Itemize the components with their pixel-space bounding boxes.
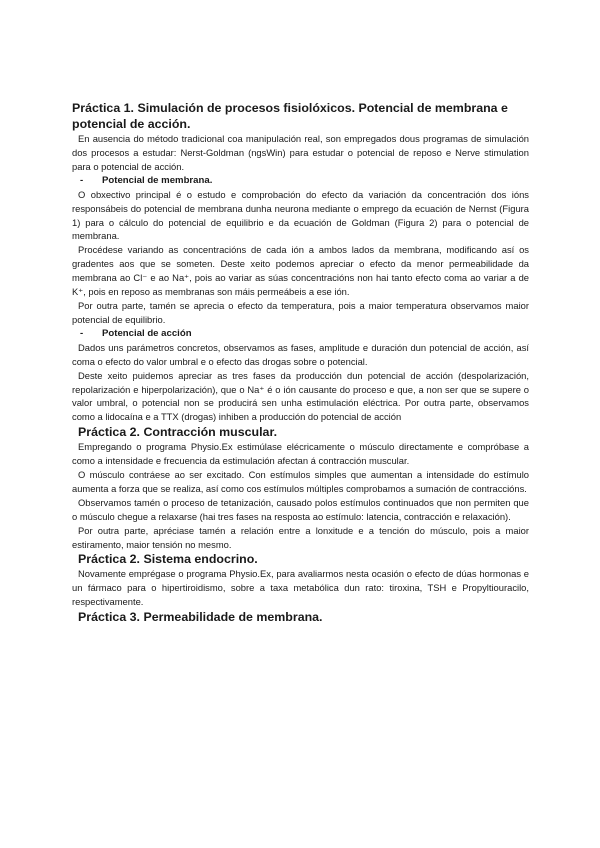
- bullet-dash: -: [80, 327, 84, 339]
- paragraph-accion-1: Dados uns parámetros concretos, observamos as fases, amplitude e duración dun potencial de acción, así coma o efecto do valor umbral e o efecto das drogas sobre o potencial.: [72, 341, 529, 367]
- heading-practica-3: Práctica 3. Permeabilidade de membrana.: [78, 610, 323, 625]
- bullet-potencial-accion: [72, 327, 529, 341]
- paragraph-contraccion-4: Por outra parte, apréciase tamén a relación entre a lonxitude e a tención do músculo, pois a maior estiramento, maior tensión no mesmo.: [72, 524, 529, 550]
- document-page: [72, 100, 529, 625]
- heading-practica-2-contraccion: Práctica 2. Contracción muscular.: [78, 425, 278, 440]
- paragraph-contraccion-2: O músculo contráese ao ser excitado. Con estímulos simples que aumentan a intensidade do estímulo aumenta a forza que se realiza, así como cos estímulos múltiples comprobamos a sumación de contraccións.: [72, 469, 529, 494]
- bullet-potencial-membrana: [72, 174, 529, 188]
- paragraph-contraccion-3: Observamos tamén o proceso de tetanización, causado polos estímulos continuados que non permiten que o músculo chegue a relaxarse (hai tres fases na resposta ao estímulo: latencia, contracción e relaxación).: [72, 496, 529, 522]
- paragraph-intro: En ausencia do método tradicional coa manipulación real, son empregados dous programas de simulación dos procesos a estudar: Nerst-Goldman (ngsWin) para estudar o potencial de reposo e Nerve stimulation para o potencial de acción.: [72, 133, 529, 172]
- paragraph-endocrino-1: Novamente emprégase o programa Physio.Ex, para avaliarmos nesta ocasión o efecto de dúas hormonas e un fármaco para o hipertiroidismo, sobre a taxa metabólica dun rato: tiroxina, TSH e Propyltiouracilo, respectivamente.: [72, 568, 529, 608]
- bullet-title: Potencial de acción: [102, 327, 192, 339]
- paragraph-contraccion-1: Empregando o programa Physio.Ex estimúlase elécricamente o músculo directamente e compróbase a como a intensidade e frecuencia da estimulación afectan á contracción muscular.: [72, 441, 529, 467]
- paragraph-accion-2: Deste xeito puidemos apreciar as tres fases da producción dun potencial de acción (despolarización, repolarización e hiperpolarización), que o Na⁺ é o ión causante do proceso e que, a non ser que se supere o valor umbral, o potencial non se producirá sen unha estimulación eléctrica. Por outra parte, observamos como a lidocaína e a TTX (drogas) inhiben a producción do potencial de acción: [72, 369, 529, 423]
- paragraph-membrana-3: Por outra parte, tamén se aprecia o efecto da temperatura, pois a maior temperatura observamos maior potencial de equilibrio.: [72, 299, 529, 325]
- heading-practica-1: Práctica 1. Simulación de procesos fisiolóxicos. Potencial de membrana e potencial de acción.: [72, 101, 508, 131]
- heading-practica-2-endocrino: Práctica 2. Sistema endocrino.: [78, 552, 258, 567]
- paragraph-membrana-2: Procédese variando as concentracións de cada ión a ambos lados da membrana, modificando así os gradentes aos que se someten. Deste xeito podemos apreciar o efecto da menor permeabilidade da membrana ao Cl⁻ e ao Na⁺, pois ao variar as súas concentracións non hai tanto efecto coma ao variar a de K⁺, pois en reposo as membranas son máis permeábeis a ese ión.: [72, 244, 529, 298]
- bullet-dash: -: [80, 174, 84, 186]
- bullet-title: Potencial de membrana.: [102, 174, 213, 186]
- paragraph-membrana-1: O obxectivo principal é o estudo e comprobación do efecto da variación da concentración dos ións responsábeis do potencial de membrana dunha neurona mediante o emprego da ecuación de Nernst (Figura 1) para o cálculo do potencial de equilibrio e da ecuación de Goldman (Figura 2) para o potencial de membrana.: [72, 188, 529, 242]
